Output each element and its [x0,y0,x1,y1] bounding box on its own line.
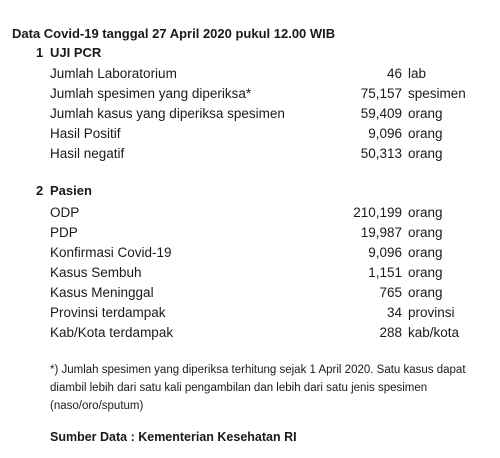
row-value: 75,157 [360,86,402,101]
table-row [0,225,500,245]
row-unit: orang [408,285,443,300]
table-row [0,86,500,106]
row-value: 210,199 [353,205,402,220]
row-value: 1,151 [368,265,402,280]
row-value: 34 [386,305,402,320]
table-row [0,245,500,265]
section-heading-uji-pcr: UJI PCR [50,45,102,60]
row-label: Jumlah spesimen yang diperiksa* [50,86,252,101]
data-source: Sumber Data : Kementerian Kesehatan RI [50,430,297,444]
row-unit: orang [408,106,443,121]
row-label: Jumlah kasus yang diperiksa spesimen [50,106,285,121]
row-value: 9,096 [368,245,402,260]
row-value: 9,096 [368,126,402,141]
table-row [0,265,500,285]
row-label: Provinsi terdampak [50,305,166,320]
table-row [0,106,500,126]
row-unit: spesimen [408,86,466,101]
row-unit: kab/kota [408,325,460,340]
row-label: Kab/Kota terdampak [50,325,174,340]
table-row [0,126,500,146]
table-row [0,66,500,86]
row-unit: orang [408,245,443,260]
row-label: Kasus Sembuh [50,265,142,280]
row-label: PDP [50,225,78,240]
row-value: 19,987 [360,225,402,240]
table-row [0,325,500,345]
table-row [0,205,500,225]
row-unit: lab [408,66,427,81]
row-value: 59,409 [360,106,402,121]
row-unit: provinsi [408,305,455,320]
footnote: *) Jumlah spesimen yang diperiksa terhitung sejak 1 April 2020. Satu kasus dapat diambil lebih dari satu kali pengambilan dan lebih dari satu jenis spesimen (naso/oro/sputum) [50,364,466,412]
row-unit: orang [408,265,443,280]
row-label: Konfirmasi Covid-19 [50,245,172,260]
table-row [0,285,500,305]
row-value: 50,313 [360,146,402,161]
row-value: 765 [379,285,402,300]
table-row [0,146,500,166]
row-value: 46 [386,66,402,81]
section-number: 2 [36,183,44,198]
row-unit: orang [408,146,443,161]
row-unit: orang [408,205,443,220]
row-label: Jumlah Laboratorium [50,66,177,81]
row-value: 288 [379,325,402,340]
row-label: ODP [50,205,80,220]
document-title: Data Covid-19 tanggal 27 April 2020 pukul 12.00 WIB [12,26,336,41]
row-label: Hasil negatif [50,146,125,161]
row-label: Kasus Meninggal [50,285,154,300]
section-number: 1 [36,45,44,60]
row-unit: orang [408,225,443,240]
section-heading-pasien: Pasien [50,183,92,198]
row-label: Hasil Positif [50,126,121,141]
row-unit: orang [408,126,443,141]
table-row [0,305,500,325]
